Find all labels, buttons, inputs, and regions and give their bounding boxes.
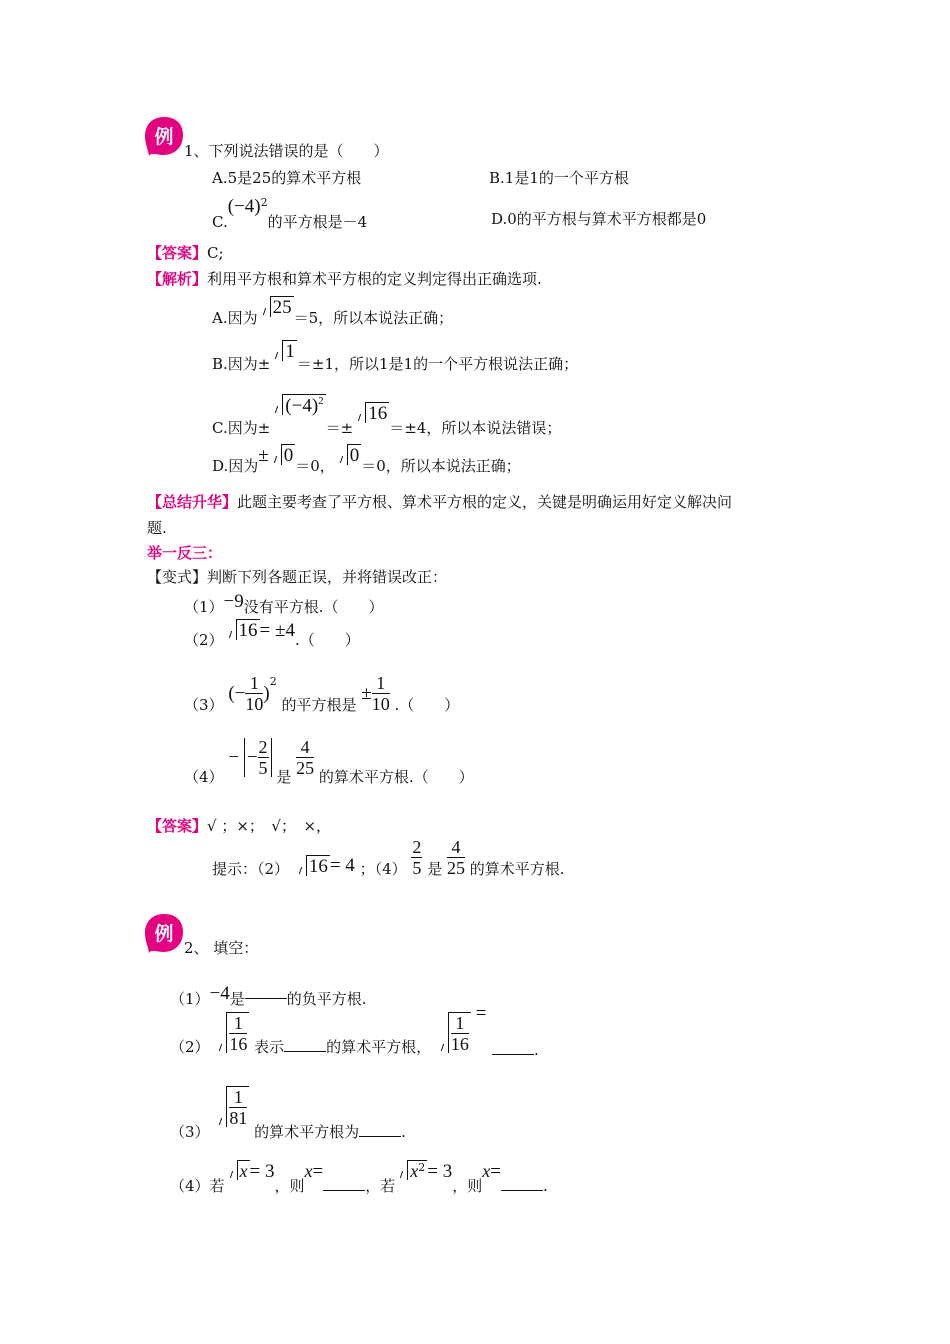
example-badge-icon: [143, 115, 185, 157]
variant-q4: （4） − − $\frac{2}{5}$ 是 $\frac{4}{25}$ 的算术平方根.（ ）: [184, 737, 474, 786]
svg-text:例: 例: [154, 923, 174, 945]
fill-q4: （4）若x = 3，则x=，若$x^2 = 3$，则x=.: [170, 1161, 548, 1195]
analysis-line-b: B.因为±1＝±1，所以1是1的一个平方根说法正确；: [212, 341, 579, 373]
answer-blank[interactable]: [501, 1176, 543, 1191]
answer-blank[interactable]: [284, 1037, 326, 1052]
variant-hint: 提示：（2） 16 = 4 ；（4） $\frac{2}{5}$ 是 $\frac{4}{25}$ 的算术平方根.: [212, 837, 565, 878]
variant-heading: 举一反三：: [147, 544, 223, 562]
analysis-line-c: C.因为$\pm(-4)^2=\pm 16=\pm 4$，所以本说法错误；: [212, 395, 562, 438]
variant-answer: 【答案】√ ；×； √； ×，: [147, 817, 332, 835]
question-1: 1、下列说法错误的是（ ）: [184, 142, 389, 160]
variant-intro: 【变式】判断下列各题正误，并将错误改正：: [147, 568, 448, 586]
fill-q2: （2） $\frac{1}{16}$ 表示 的算术平方根， $\frac{1}{16}$ =: [170, 1003, 487, 1056]
svg-text:例: 例: [154, 126, 174, 148]
fill-q3: （3） $\frac{1}{81}$ 的算术平方根为 .: [170, 1087, 406, 1141]
analysis-line-d: D.因为± 0 ＝0， 0 ＝0，所以本说法正确；: [212, 445, 521, 475]
fill-q2-tail: .: [492, 1040, 539, 1058]
option-b: B.1是1的一个平方根: [489, 169, 629, 187]
option-d: D.0的平方根与算术平方根都是0: [491, 210, 707, 228]
answer-blank[interactable]: [245, 984, 287, 999]
variant-q2: （2） 16 = ±4.（ ）: [184, 620, 360, 649]
answer-1: 【答案】C;: [147, 244, 224, 262]
answer-blank[interactable]: [492, 1040, 534, 1055]
variant-q3: （3） (− $\frac{1}{10}$ )$^2$ 的平方根是 ± $\frac{1}{10}$ .（ ）: [184, 673, 460, 714]
summary-1-cont: 题.: [147, 519, 167, 537]
option-c: $C.(-4)^2$的平方根是－4: [212, 196, 368, 231]
option-a: A.5是25的算术平方根: [212, 169, 362, 187]
fill-q1: （1）−4是 的负平方根.: [170, 983, 367, 1008]
analysis-1: 【解析】利用平方根和算术平方根的定义判定得出正确选项.: [147, 270, 542, 288]
answer-blank[interactable]: [323, 1176, 365, 1191]
summary-1: 【总结升华】此题主要考查了平方根、算术平方根的定义，关键是明确运用好定义解决问: [147, 493, 733, 511]
analysis-line-a: A.因为 25 ＝5，所以本说法正确；: [212, 297, 454, 327]
answer-blank[interactable]: [359, 1122, 401, 1137]
question-2: 2、 填空：: [184, 939, 259, 957]
example-badge-icon: [143, 912, 185, 954]
variant-q1: （1）−9没有平方根.（ ）: [184, 591, 384, 616]
